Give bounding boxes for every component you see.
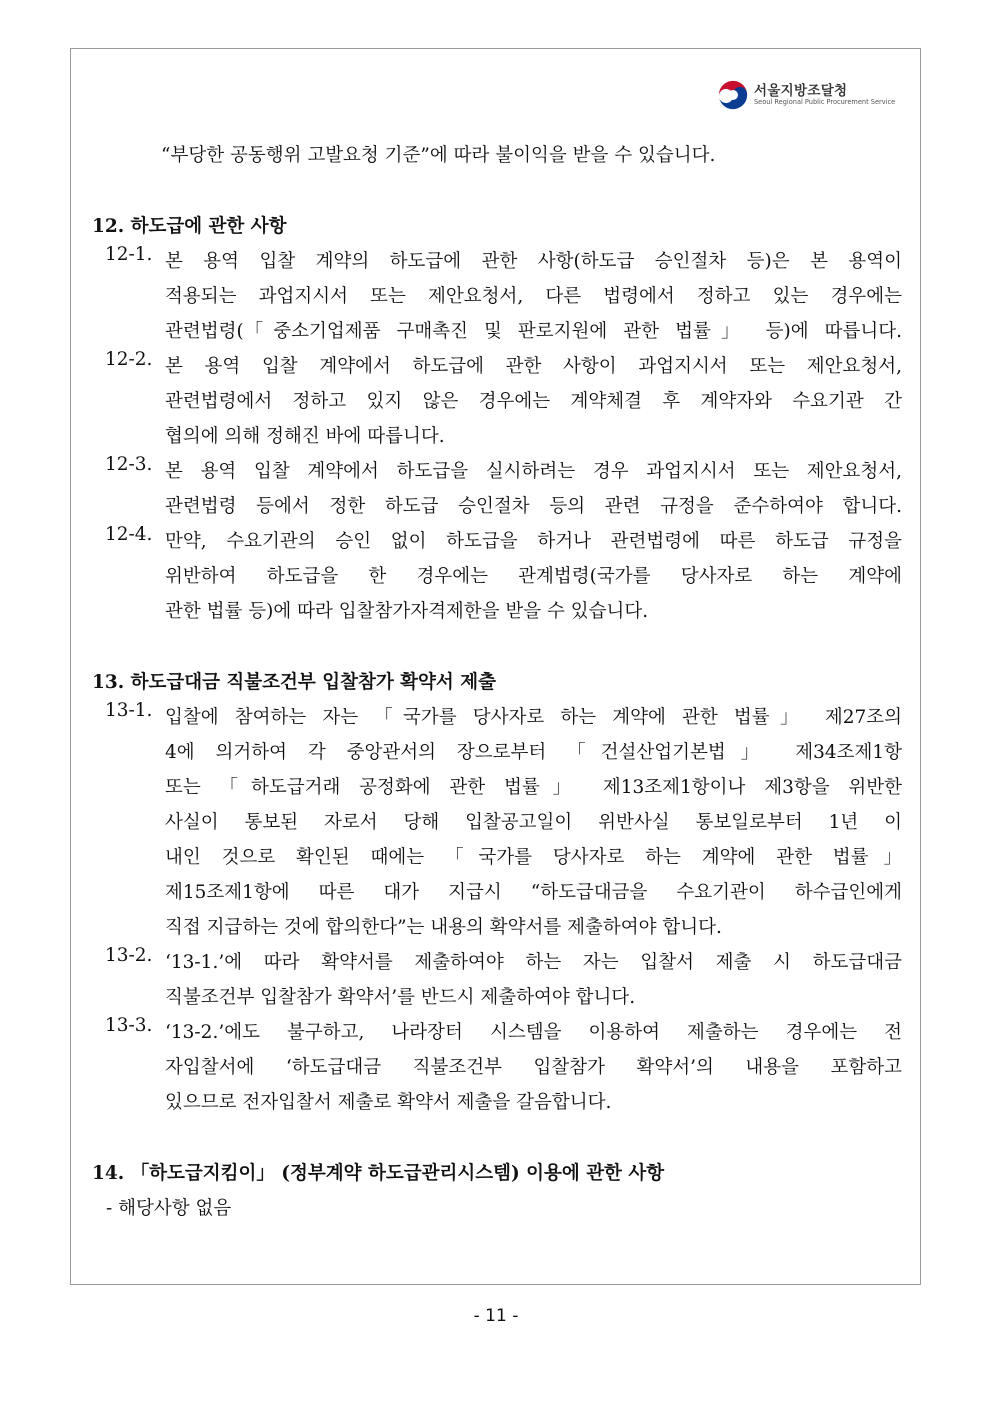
item-line: 만약, 수요기관의 승인 없이 하도급을 하거나 관련법령에 따른 하도급 규정을 [165, 531, 902, 552]
item-number: 13-1. [105, 700, 153, 721]
item-line: 관련법령 등에서 정한 하도급 승인절차 등의 관련 규정을 준수하여야 합니다. [165, 496, 902, 517]
item-line: 본 용역 입찰 계약에서 하도급에 관한 사항이 과업지시서 또는 제안요청서, [165, 356, 902, 377]
org-name-english: Seoul Regional Public Procurement Service [754, 98, 896, 106]
item-number: 13-2. [105, 945, 153, 966]
item-12-1 [92, 244, 902, 349]
item-line: 위반하여 하도급을 한 경우에는 관계법령(국가를 당사자로 하는 계약에 [165, 566, 902, 587]
item-line: ‘13-1.’에 따라 확약서를 제출하여야 하는 자는 입찰서 제출 시 하도급대금 [165, 952, 902, 973]
org-name-korean: 서울지방조달청 [754, 83, 848, 99]
item-13-3 [92, 1015, 902, 1120]
item-12-2 [92, 349, 902, 454]
item-line: 내인 것으로 확인된 때에는 「국가를 당사자로 하는 계약에 관한 법률」 [165, 847, 902, 868]
item-number: 13-3. [105, 1015, 153, 1036]
item-number: 12-1. [105, 244, 153, 265]
item-number: 12-4. [105, 524, 153, 545]
section-12-heading: 12. 하도급에 관한 사항 [92, 216, 287, 237]
document-body [92, 138, 902, 1226]
korea-taegeuk-emblem-icon [716, 78, 750, 112]
item-13-1 [92, 700, 902, 945]
section-14-heading: 14. 「하도급지킴이」 (정부계약 하도급관리시스템) 이용에 관한 사항 [92, 1163, 665, 1184]
item-12-3 [92, 454, 902, 524]
item-line: 입찰에 참여하는 자는 「국가를 당사자로 하는 계약에 관한 법률」 제27조의 [165, 707, 902, 728]
item-line: 또는 「하도급거래 공정화에 관한 법률」 제13조제1항이나 제3항을 위반한 [165, 777, 902, 798]
item-line: 있으므로 전자입찰서 제출로 확약서 제출을 갈음합니다. [165, 1092, 612, 1113]
item-line: 본 용역 입찰 계약에서 하도급을 실시하려는 경우 과업지시서 또는 제안요청서, [165, 461, 902, 482]
item-line: 직불조건부 입찰참가 확약서’를 반드시 제출하여야 합니다. [165, 987, 636, 1008]
item-line: 관한 법률 등)에 따라 입찰참가자격제한을 받을 수 있습니다. [165, 601, 649, 622]
item-number: 12-3. [105, 454, 153, 475]
item-number: 12-2. [105, 349, 153, 370]
section-14-bullet: - 해당사항 없음 [106, 1198, 232, 1219]
item-line: 적용되는 과업지시서 또는 제안요청서, 다른 법령에서 정하고 있는 경우에는 [165, 286, 902, 307]
item-line: 관련법령(「중소기업제품 구매촉진 및 판로지원에 관한 법률」 등)에 따릅니다. [165, 321, 902, 342]
item-line: ‘13-2.’에도 불구하고, 나라장터 시스템을 이용하여 제출하는 경우에는 전 [165, 1022, 902, 1043]
item-line: 관련법령에서 정하고 있지 않은 경우에는 계약체결 후 계약자와 수요기관 간 [165, 391, 902, 412]
page-number: - 11 - [473, 1306, 519, 1326]
item-line: 협의에 의해 정해진 바에 따릅니다. [165, 426, 445, 447]
item-line: 자입찰서에 ‘하도급대금 직불조건부 입찰참가 확약서’의 내용을 포함하고 [165, 1057, 902, 1078]
item-12-4 [92, 524, 902, 629]
item-line: 직접 지급하는 것에 합의한다”는 내용의 확약서를 제출하여야 합니다. [165, 917, 722, 938]
org-logo [716, 76, 896, 116]
item-line: 사실이 통보된 자로서 당해 입찰공고일이 위반사실 통보일로부터 1년 이 [165, 812, 902, 833]
item-13-2 [92, 945, 902, 1015]
section-13-heading: 13. 하도급대금 직불조건부 입찰참가 확약서 제출 [92, 672, 496, 693]
item-line: 본 용역 입찰 계약의 하도급에 관한 사항(하도급 승인절차 등)은 본 용역이 [165, 251, 902, 272]
item-line: 제15조제1항에 따른 대가 지급시 “하도급대금을 수요기관이 하수급인에게 [165, 882, 902, 903]
intro-line: “부당한 공동행위 고발요청 기준”에 따라 불이익을 받을 수 있습니다. [161, 145, 716, 166]
item-line: 4에 의거하여 각 중앙관서의 장으로부터 「건설산업기본법」 제34조제1항 [165, 742, 902, 763]
